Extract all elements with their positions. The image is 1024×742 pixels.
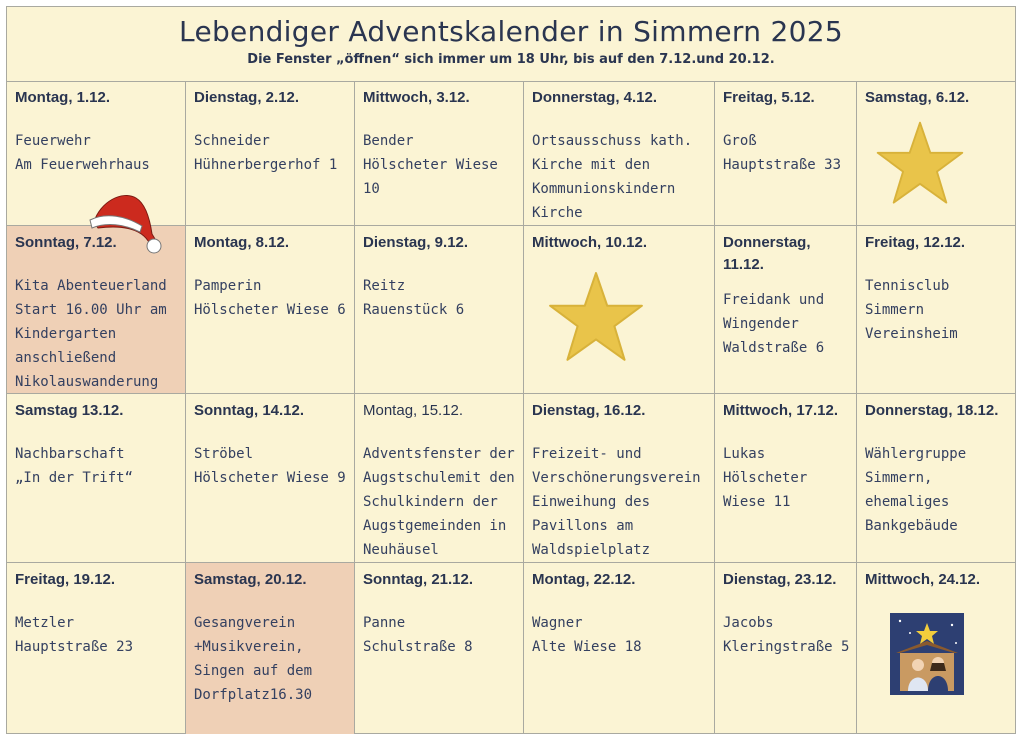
day-label: Donnerstag, 11.12. <box>723 234 811 273</box>
day-host: Freidank und Wingender Waldstraße 6 <box>723 292 825 356</box>
day-label: Sonntag, 14.12. <box>194 402 305 419</box>
day-label: Donnerstag, 18.12. <box>865 402 999 419</box>
day-label: Mittwoch, 10.12. <box>532 234 648 251</box>
day-host: Tennisclub Simmern Vereinsheim <box>865 278 958 342</box>
day-label: Montag, 1.12. <box>15 89 111 106</box>
day-cell-18 <box>857 394 1015 563</box>
day-cell-22 <box>524 563 715 734</box>
day-label: Sonntag, 21.12. <box>363 571 474 588</box>
day-host: Reitz Rauenstück 6 <box>363 278 465 318</box>
day-host: Panne Schulstraße 8 <box>363 615 473 655</box>
day-label: Mittwoch, 3.12. <box>363 89 470 106</box>
day-cell-5 <box>715 81 857 226</box>
day-cell-8 <box>186 226 355 394</box>
day-label: Sonntag, 7.12. <box>15 234 117 251</box>
day-cell-4 <box>524 81 715 226</box>
day-host: Ströbel Hölscheter Wiese 9 <box>194 446 346 486</box>
day-label: Dienstag, 9.12. <box>363 234 469 251</box>
day-cell-20 <box>186 563 355 734</box>
day-host: Feuerwehr Am Feuerwehrhaus <box>15 133 150 173</box>
day-label: Freitag, 5.12. <box>723 89 815 106</box>
calendar-grid <box>7 81 1015 734</box>
day-label: Montag, 8.12. <box>194 234 290 251</box>
day-label: Freitag, 19.12. <box>15 571 116 588</box>
day-label: Freitag, 12.12. <box>865 234 966 251</box>
day-cell-14 <box>186 394 355 563</box>
day-label: Dienstag, 16.12. <box>532 402 646 419</box>
day-label: Samstag, 6.12. <box>865 89 970 106</box>
day-cell-15 <box>355 394 524 563</box>
calendar-title: Lebendiger Adventskalender in Simmern 2025 <box>179 15 843 48</box>
day-host: Kita Abenteuerland Start 16.00 Uhr am Kindergarten anschließend Nikolauswanderung <box>15 278 167 390</box>
day-host: Ortsausschuss kath. Kirche mit den Kommunionskindern Kirche <box>532 133 693 221</box>
day-label: Dienstag, 2.12. <box>194 89 300 106</box>
day-label: Mittwoch, 17.12. <box>723 402 839 419</box>
day-host: Schneider Hühnerbergerhof 1 <box>194 133 338 173</box>
day-cell-16 <box>524 394 715 563</box>
day-host: Wählergruppe Simmern, ehemaliges Bankgebäude <box>865 446 967 534</box>
day-label: Montag, 22.12. <box>532 571 636 588</box>
star-icon <box>545 268 647 370</box>
day-host: Gesangverein +Musikverein, Singen auf dem Dorfplatz16.30 <box>194 615 313 703</box>
star-icon <box>873 118 967 212</box>
calendar-subtitle: Die Fenster „öffnen“ sich immer um 18 Uhr, bis auf den 7.12.und 20.12. <box>247 52 775 67</box>
day-host: Bender Hölscheter Wiese 10 <box>363 133 498 197</box>
day-host: Wagner Alte Wiese 18 <box>532 615 642 655</box>
advent-calendar <box>6 6 1016 734</box>
day-label: Samstag 13.12. <box>15 402 124 419</box>
day-label: Donnerstag, 4.12. <box>532 89 658 106</box>
day-cell-17 <box>715 394 857 563</box>
day-label: Samstag, 20.12. <box>194 571 307 588</box>
day-host: Metzler Hauptstraße 23 <box>15 615 134 655</box>
day-cell-11 <box>715 226 857 394</box>
day-cell-2 <box>186 81 355 226</box>
day-label: Dienstag, 23.12. <box>723 571 837 588</box>
day-host: Adventsfenster der Augstschulemit den Schulkindern der Augstgemeinden in Neuhäusel <box>363 446 515 558</box>
day-host: Groß Hauptstraße 33 <box>723 133 842 173</box>
day-cell-23 <box>715 563 857 734</box>
calendar-header <box>7 7 1015 82</box>
day-cell-19 <box>7 563 186 734</box>
day-host: Lukas Hölscheter Wiese 11 <box>723 446 808 510</box>
nativity-icon <box>890 613 964 695</box>
santa-hat-icon <box>86 188 166 258</box>
day-cell-21 <box>355 563 524 734</box>
day-cell-13 <box>7 394 186 563</box>
day-cell-3 <box>355 81 524 226</box>
day-host: Freizeit- und Verschönerungsverein Einweihung des Pavillons am Waldspielplatz <box>532 446 701 558</box>
day-cell-12 <box>857 226 1015 394</box>
day-host: Pamperin Hölscheter Wiese 6 <box>194 278 346 318</box>
day-label: Mittwoch, 24.12. <box>865 571 981 588</box>
day-host: Nachbarschaft „In der Trift“ <box>15 446 134 486</box>
day-label: Montag, 15.12. <box>363 402 464 419</box>
day-host: Jacobs Kleringstraße 5 <box>723 615 850 655</box>
day-cell-9 <box>355 226 524 394</box>
